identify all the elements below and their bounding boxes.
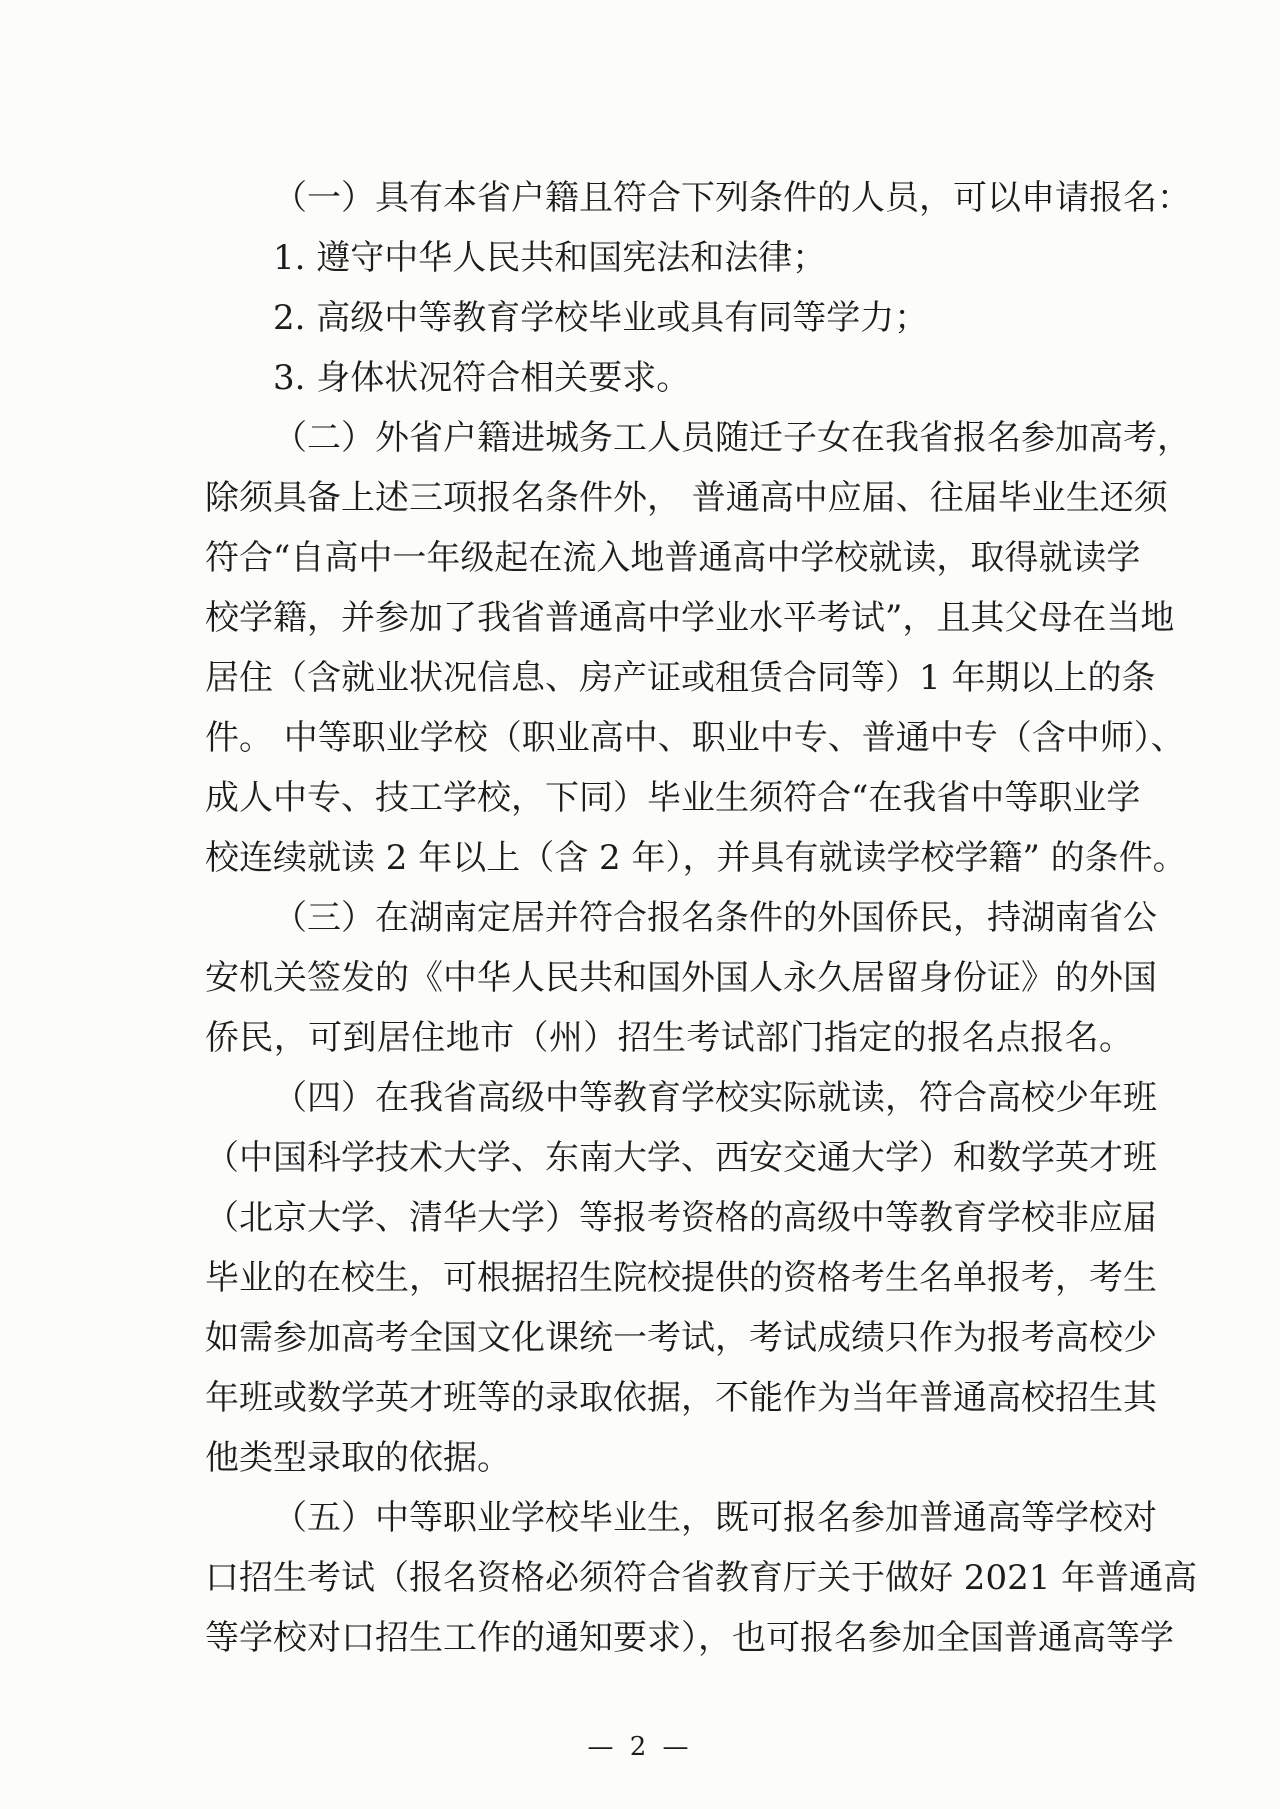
paragraph-line: 除须具备上述三项报名条件外， 普通高中应届、往届毕业生还须 xyxy=(205,478,1168,518)
paragraph-line: 居住（含就业状况信息、房产证或租赁合同等）1 年期以上的条 xyxy=(205,658,1156,698)
paragraph-line: 毕业的在校生，可根据招生院校提供的资格考生名单报考，考生 xyxy=(205,1258,1157,1298)
paragraph-line: 校连续就读 2 年以上（含 2 年），并具有就读学校学籍” 的条件。 xyxy=(205,838,1187,878)
paragraph-line: （三）在湖南定居并符合报名条件的外国侨民，持湖南省公 xyxy=(273,898,1157,938)
page-number: — 2 — xyxy=(587,1732,693,1762)
paragraph-line: 安机关签发的《中华人民共和国外国人永久居留身份证》的外国 xyxy=(205,958,1157,998)
paragraph-line: （四）在我省高级中等教育学校实际就读，符合高校少年班 xyxy=(273,1078,1157,1118)
paragraph-line: （中国科学技术大学、东南大学、西安交通大学）和数学英才班 xyxy=(205,1138,1157,1178)
document-body xyxy=(205,168,1198,1668)
list-item: 1. 遵守中华人民共和国宪法和法律； xyxy=(273,238,827,278)
paragraph-line: 符合“自高中一年级起在流入地普通高中学校就读，取得就读学 xyxy=(205,538,1141,578)
paragraph-line: （北京大学、清华大学）等报考资格的高级中等教育学校非应届 xyxy=(205,1198,1157,1238)
list-item: 2. 高级中等教育学校毕业或具有同等学力； xyxy=(273,298,929,338)
paragraph-line: 件。 中等职业学校（职业高中、职业中专、普通中专（含中师）、 xyxy=(205,718,1185,758)
paragraph-line: 年班或数学英才班等的录取依据，不能作为当年普通高校招生其 xyxy=(205,1378,1157,1418)
paragraph-line: 校学籍，并参加了我省普通高中学业水平考试”，且其父母在当地 xyxy=(205,598,1175,638)
paragraph-line: 他类型录取的依据。 xyxy=(205,1438,511,1478)
list-item: 3. 身体状况符合相关要求。 xyxy=(273,358,691,398)
paragraph-line: 口招生考试（报名资格必须符合省教育厅关于做好 2021 年普通高 xyxy=(205,1558,1198,1598)
paragraph-line: （一）具有本省户籍且符合下列条件的人员，可以申请报名： xyxy=(273,178,1191,218)
paragraph-line: 等学校对口招生工作的通知要求），也可报名参加全国普通高等学 xyxy=(205,1618,1174,1658)
paragraph-line: 成人中专、技工学校，下同）毕业生须符合“在我省中等职业学 xyxy=(205,778,1141,818)
paragraph-line: 如需参加高考全国文化课统一考试，考试成绩只作为报考高校少 xyxy=(205,1318,1157,1358)
paragraph-line: （五）中等职业学校毕业生，既可报名参加普通高等学校对 xyxy=(273,1498,1157,1538)
paragraph-line: （二）外省户籍进城务工人员随迁子女在我省报名参加高考， xyxy=(273,418,1191,458)
paragraph-line: 侨民，可到居住地市（州）招生考试部门指定的报名点报名。 xyxy=(205,1018,1133,1058)
